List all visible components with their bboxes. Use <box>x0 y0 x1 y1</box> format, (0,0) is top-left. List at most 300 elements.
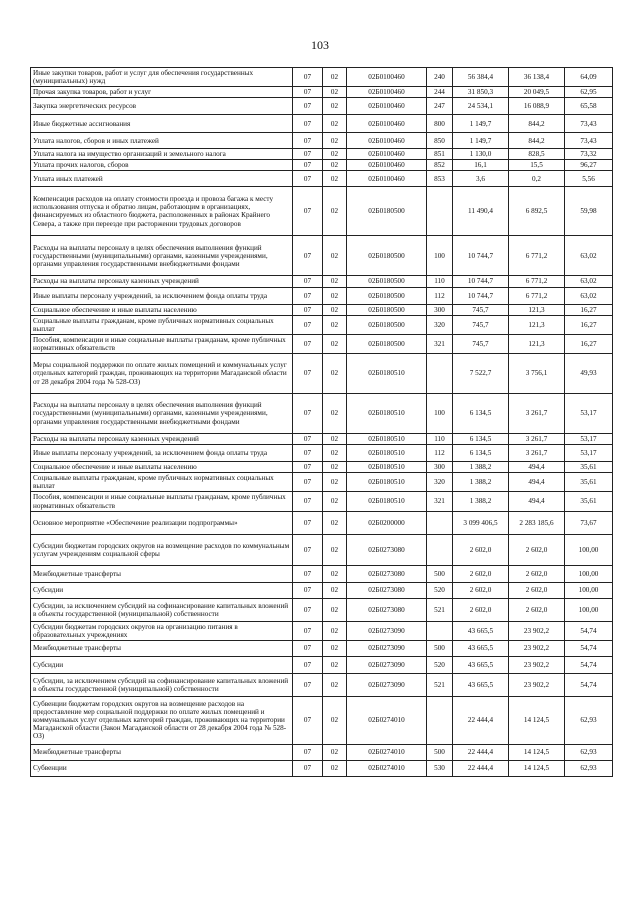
row-target-article: 02Б0274010 <box>347 760 427 776</box>
row-name: Пособия, компенсации и иные социальные выплаты гражданам, кроме публичных нормативных обязательств <box>31 334 293 353</box>
table-row <box>31 673 613 696</box>
row-expense-type: 521 <box>427 673 453 696</box>
row-planned-amount: 16,1 <box>453 160 509 171</box>
row-section: 07 <box>293 511 323 534</box>
row-target-article: 02Б0100460 <box>347 87 427 98</box>
row-execution-percent: 59,98 <box>565 187 613 236</box>
row-expense-type <box>427 354 453 394</box>
row-executed-amount: 0,2 <box>509 171 565 187</box>
row-section: 07 <box>293 187 323 236</box>
row-planned-amount: 7 522,7 <box>453 354 509 394</box>
row-target-article: 02Б0273080 <box>347 598 427 621</box>
row-target-article: 02Б0100460 <box>347 149 427 160</box>
row-section: 07 <box>293 534 323 565</box>
row-subsection: 02 <box>323 511 347 534</box>
table-row <box>31 149 613 160</box>
row-execution-percent: 5,56 <box>565 171 613 187</box>
row-execution-percent: 73,67 <box>565 511 613 534</box>
row-execution-percent: 54,74 <box>565 656 613 673</box>
row-name: Субсидии <box>31 582 293 598</box>
row-execution-percent: 64,09 <box>565 68 613 87</box>
table-row <box>31 598 613 621</box>
row-executed-amount: 844,2 <box>509 133 565 149</box>
row-target-article: 02Б0273080 <box>347 582 427 598</box>
table-row <box>31 445 613 462</box>
row-planned-amount: 43 665,5 <box>453 640 509 656</box>
row-expense-type: 500 <box>427 640 453 656</box>
row-name: Межбюджетные трансферты <box>31 565 293 582</box>
row-subsection: 02 <box>323 534 347 565</box>
row-executed-amount: 3 261,7 <box>509 445 565 462</box>
row-name: Иные бюджетные ассигнования <box>31 115 293 133</box>
table-row <box>31 696 613 744</box>
row-target-article: 02Б0180510 <box>347 354 427 394</box>
row-planned-amount: 6 134,5 <box>453 394 509 434</box>
table-row <box>31 276 613 287</box>
row-executed-amount: 23 902,2 <box>509 621 565 640</box>
row-section: 07 <box>293 582 323 598</box>
row-section: 07 <box>293 656 323 673</box>
row-target-article: 02Б0180510 <box>347 394 427 434</box>
row-planned-amount: 3 099 406,5 <box>453 511 509 534</box>
row-target-article: 02Б0180510 <box>347 492 427 511</box>
table-row <box>31 744 613 760</box>
row-execution-percent: 62,93 <box>565 760 613 776</box>
row-expense-type: 100 <box>427 394 453 434</box>
row-expense-type: 320 <box>427 315 453 334</box>
row-expense-type: 521 <box>427 598 453 621</box>
row-execution-percent: 16,27 <box>565 315 613 334</box>
row-name: Субсидии бюджетам городских округов на организацию питания в образовательных учреждениях <box>31 621 293 640</box>
row-execution-percent: 53,17 <box>565 434 613 445</box>
row-planned-amount: 1 149,7 <box>453 115 509 133</box>
row-execution-percent: 100,00 <box>565 598 613 621</box>
row-expense-type: 850 <box>427 133 453 149</box>
row-expense-type: 851 <box>427 149 453 160</box>
row-expense-type: 112 <box>427 287 453 304</box>
row-section: 07 <box>293 315 323 334</box>
row-planned-amount: 43 665,5 <box>453 656 509 673</box>
row-subsection: 02 <box>323 68 347 87</box>
row-subsection: 02 <box>323 115 347 133</box>
row-target-article: 02Б0273090 <box>347 621 427 640</box>
table-row <box>31 434 613 445</box>
row-name: Социальное обеспечение и иные выплаты населению <box>31 304 293 315</box>
row-section: 07 <box>293 68 323 87</box>
row-subsection: 02 <box>323 133 347 149</box>
row-section: 07 <box>293 744 323 760</box>
row-target-article: 02Б0180500 <box>347 187 427 236</box>
row-planned-amount: 3,6 <box>453 171 509 187</box>
row-executed-amount: 494,4 <box>509 462 565 473</box>
row-executed-amount: 6 771,2 <box>509 236 565 276</box>
row-expense-type <box>427 621 453 640</box>
row-name: Уплата прочих налогов, сборов <box>31 160 293 171</box>
row-execution-percent: 35,61 <box>565 492 613 511</box>
row-section: 07 <box>293 149 323 160</box>
row-name: Межбюджетные трансферты <box>31 744 293 760</box>
table-row <box>31 473 613 492</box>
row-target-article: 02Б0273090 <box>347 673 427 696</box>
row-executed-amount: 6 771,2 <box>509 287 565 304</box>
row-section: 07 <box>293 696 323 744</box>
row-planned-amount: 10 744,7 <box>453 287 509 304</box>
row-subsection: 02 <box>323 315 347 334</box>
row-execution-percent: 63,02 <box>565 276 613 287</box>
row-executed-amount: 36 138,4 <box>509 68 565 87</box>
row-section: 07 <box>293 760 323 776</box>
row-planned-amount: 2 602,0 <box>453 598 509 621</box>
row-section: 07 <box>293 445 323 462</box>
row-subsection: 02 <box>323 98 347 115</box>
row-execution-percent: 16,27 <box>565 334 613 353</box>
row-expense-type: 100 <box>427 236 453 276</box>
row-subsection: 02 <box>323 276 347 287</box>
row-target-article: 02Б0180510 <box>347 462 427 473</box>
row-target-article: 02Б0180500 <box>347 334 427 353</box>
row-expense-type: 520 <box>427 582 453 598</box>
row-target-article: 02Б0180510 <box>347 445 427 462</box>
row-executed-amount: 2 602,0 <box>509 598 565 621</box>
row-name: Расходы на выплаты персоналу в целях обеспечения выполнения функций государственными (муниципальными) органами, казенными учреждениями, органами управления государственными внебюджетными фондами <box>31 236 293 276</box>
row-executed-amount: 14 124,5 <box>509 744 565 760</box>
row-executed-amount: 2 283 185,6 <box>509 511 565 534</box>
row-section: 07 <box>293 565 323 582</box>
row-execution-percent: 35,61 <box>565 473 613 492</box>
row-execution-percent: 73,32 <box>565 149 613 160</box>
row-planned-amount: 2 602,0 <box>453 565 509 582</box>
row-section: 07 <box>293 236 323 276</box>
table-row <box>31 462 613 473</box>
row-subsection: 02 <box>323 394 347 434</box>
table-row <box>31 656 613 673</box>
row-execution-percent: 65,58 <box>565 98 613 115</box>
row-expense-type: 244 <box>427 87 453 98</box>
row-execution-percent: 54,74 <box>565 640 613 656</box>
row-planned-amount: 1 130,0 <box>453 149 509 160</box>
row-execution-percent: 62,95 <box>565 87 613 98</box>
row-target-article: 02Б0100460 <box>347 171 427 187</box>
row-name: Субвенции бюджетам городских округов на возмещение расходов на предоставление мер социальной поддержки по оплате жилых помещений и коммунальных услуг отдельных категорий граждан, проживающих на территории Магаданской области (Закон Магаданской области от 28 декабря 2004 года № 528-ОЗ) <box>31 696 293 744</box>
row-target-article: 02Б0100460 <box>347 98 427 115</box>
row-executed-amount: 2 602,0 <box>509 582 565 598</box>
row-target-article: 02Б0273090 <box>347 640 427 656</box>
row-subsection: 02 <box>323 334 347 353</box>
table-row <box>31 160 613 171</box>
row-subsection: 02 <box>323 149 347 160</box>
row-name: Социальные выплаты гражданам, кроме публичных нормативных социальных выплат <box>31 315 293 334</box>
row-name: Социальное обеспечение и иные выплаты населению <box>31 462 293 473</box>
row-execution-percent: 100,00 <box>565 582 613 598</box>
row-name: Пособия, компенсации и иные социальные выплаты гражданам, кроме публичных нормативных обязательств <box>31 492 293 511</box>
row-subsection: 02 <box>323 696 347 744</box>
row-executed-amount: 3 261,7 <box>509 434 565 445</box>
row-subsection: 02 <box>323 287 347 304</box>
row-name: Субсидии, за исключением субсидий на софинансирование капитальных вложений в объекты государственной (муниципальной) собственности <box>31 598 293 621</box>
row-name: Иные выплаты персоналу учреждений, за исключением фонда оплаты труда <box>31 287 293 304</box>
row-target-article: 02Б0273080 <box>347 534 427 565</box>
row-target-article: 02Б0180510 <box>347 473 427 492</box>
row-expense-type: 320 <box>427 473 453 492</box>
row-name: Уплата налога на имущество организаций и земельного налога <box>31 149 293 160</box>
row-section: 07 <box>293 98 323 115</box>
row-executed-amount: 121,3 <box>509 304 565 315</box>
table-row <box>31 621 613 640</box>
row-section: 07 <box>293 621 323 640</box>
table-row <box>31 187 613 236</box>
row-execution-percent: 73,43 <box>565 133 613 149</box>
row-section: 07 <box>293 394 323 434</box>
row-section: 07 <box>293 160 323 171</box>
row-subsection: 02 <box>323 565 347 582</box>
row-planned-amount: 1 388,2 <box>453 473 509 492</box>
row-section: 07 <box>293 276 323 287</box>
row-expense-type: 300 <box>427 462 453 473</box>
row-executed-amount: 828,5 <box>509 149 565 160</box>
row-expense-type <box>427 187 453 236</box>
row-target-article: 02Б0180500 <box>347 315 427 334</box>
row-planned-amount: 1 388,2 <box>453 492 509 511</box>
row-expense-type: 500 <box>427 744 453 760</box>
row-target-article: 02Б0100460 <box>347 133 427 149</box>
row-name: Компенсация расходов на оплату стоимости проезда и провоза багажа к месту использования отпуска и обратно лицам, работающим в организациях, финансируемых из областного бюджета, расположенных в районах Крайнего Севера, а также при переезде при расторжении трудовых договоров <box>31 187 293 236</box>
row-planned-amount: 6 134,5 <box>453 434 509 445</box>
row-name: Иные закупки товаров, работ и услуг для обеспечения государственных (муниципальных) нужд <box>31 68 293 87</box>
row-expense-type: 112 <box>427 445 453 462</box>
row-subsection: 02 <box>323 744 347 760</box>
row-subsection: 02 <box>323 171 347 187</box>
table-row <box>31 640 613 656</box>
row-section: 07 <box>293 287 323 304</box>
row-expense-type: 853 <box>427 171 453 187</box>
row-planned-amount: 43 665,5 <box>453 621 509 640</box>
row-subsection: 02 <box>323 160 347 171</box>
row-planned-amount: 2 602,0 <box>453 534 509 565</box>
row-planned-amount: 56 384,4 <box>453 68 509 87</box>
table-row <box>31 115 613 133</box>
row-subsection: 02 <box>323 187 347 236</box>
table-row <box>31 582 613 598</box>
budget-table <box>30 67 613 777</box>
row-subsection: 02 <box>323 434 347 445</box>
row-target-article: 02Б0180510 <box>347 434 427 445</box>
row-executed-amount: 2 602,0 <box>509 565 565 582</box>
row-target-article: 02Б0180500 <box>347 276 427 287</box>
row-executed-amount: 16 088,9 <box>509 98 565 115</box>
row-subsection: 02 <box>323 87 347 98</box>
row-name: Иные выплаты персоналу учреждений, за исключением фонда оплаты труда <box>31 445 293 462</box>
table-row <box>31 287 613 304</box>
row-name: Субвенции <box>31 760 293 776</box>
row-planned-amount: 43 665,5 <box>453 673 509 696</box>
row-execution-percent: 49,93 <box>565 354 613 394</box>
row-subsection: 02 <box>323 304 347 315</box>
row-section: 07 <box>293 462 323 473</box>
row-subsection: 02 <box>323 598 347 621</box>
table-row <box>31 171 613 187</box>
row-expense-type: 110 <box>427 434 453 445</box>
row-section: 07 <box>293 133 323 149</box>
row-execution-percent: 62,93 <box>565 696 613 744</box>
row-name: Расходы на выплаты персоналу в целях обеспечения выполнения функций государственными (муниципальными) органами, казенными учреждениями, органами управления государственными внебюджетными фондами <box>31 394 293 434</box>
row-execution-percent: 63,02 <box>565 236 613 276</box>
row-expense-type: 800 <box>427 115 453 133</box>
row-execution-percent: 96,27 <box>565 160 613 171</box>
row-executed-amount: 494,4 <box>509 473 565 492</box>
row-subsection: 02 <box>323 621 347 640</box>
page-number: 103 <box>311 38 329 52</box>
row-section: 07 <box>293 473 323 492</box>
row-name: Субсидии, за исключением субсидий на софинансирование капитальных вложений в объекты государственной (муниципальной) собственности <box>31 673 293 696</box>
row-planned-amount: 24 534,1 <box>453 98 509 115</box>
table-row <box>31 565 613 582</box>
row-section: 07 <box>293 640 323 656</box>
row-executed-amount: 3 261,7 <box>509 394 565 434</box>
row-expense-type <box>427 511 453 534</box>
table-row <box>31 315 613 334</box>
row-subsection: 02 <box>323 673 347 696</box>
row-target-article: 02Б0273080 <box>347 565 427 582</box>
row-target-article: 02Б0180500 <box>347 287 427 304</box>
row-target-article: 02Б0200000 <box>347 511 427 534</box>
row-execution-percent: 54,74 <box>565 673 613 696</box>
row-subsection: 02 <box>323 582 347 598</box>
row-expense-type: 240 <box>427 68 453 87</box>
row-expense-type: 500 <box>427 565 453 582</box>
row-planned-amount: 10 744,7 <box>453 236 509 276</box>
table-row <box>31 334 613 353</box>
row-section: 07 <box>293 598 323 621</box>
row-name: Основное мероприятие «Обеспечение реализации подпрограммы» <box>31 511 293 534</box>
row-expense-type: 300 <box>427 304 453 315</box>
row-planned-amount: 745,7 <box>453 334 509 353</box>
row-expense-type: 110 <box>427 276 453 287</box>
row-subsection: 02 <box>323 760 347 776</box>
table-row <box>31 534 613 565</box>
row-execution-percent: 62,93 <box>565 744 613 760</box>
row-expense-type: 321 <box>427 334 453 353</box>
row-name: Расходы на выплаты персоналу казенных учреждений <box>31 434 293 445</box>
row-name: Закупка энергетических ресурсов <box>31 98 293 115</box>
table-row <box>31 236 613 276</box>
row-executed-amount: 3 756,1 <box>509 354 565 394</box>
row-planned-amount: 31 850,3 <box>453 87 509 98</box>
row-planned-amount: 22 444,4 <box>453 760 509 776</box>
row-executed-amount: 2 602,0 <box>509 534 565 565</box>
row-execution-percent: 100,00 <box>565 534 613 565</box>
table-row <box>31 133 613 149</box>
table-row <box>31 304 613 315</box>
row-target-article: 02Б0274010 <box>347 696 427 744</box>
row-executed-amount: 6 771,2 <box>509 276 565 287</box>
row-target-article: 02Б0180500 <box>347 236 427 276</box>
row-expense-type: 520 <box>427 656 453 673</box>
row-executed-amount: 23 902,2 <box>509 640 565 656</box>
row-executed-amount: 23 902,2 <box>509 656 565 673</box>
row-name: Уплата иных платежей <box>31 171 293 187</box>
row-target-article: 02Б0100460 <box>347 160 427 171</box>
row-section: 07 <box>293 434 323 445</box>
row-section: 07 <box>293 304 323 315</box>
table-row <box>31 354 613 394</box>
row-section: 07 <box>293 492 323 511</box>
table-row <box>31 68 613 87</box>
row-section: 07 <box>293 171 323 187</box>
row-expense-type: 530 <box>427 760 453 776</box>
row-executed-amount: 23 902,2 <box>509 673 565 696</box>
row-subsection: 02 <box>323 462 347 473</box>
row-expense-type: 321 <box>427 492 453 511</box>
row-name: Прочая закупка товаров, работ и услуг <box>31 87 293 98</box>
row-expense-type <box>427 534 453 565</box>
row-section: 07 <box>293 334 323 353</box>
row-section: 07 <box>293 673 323 696</box>
row-planned-amount: 22 444,4 <box>453 744 509 760</box>
table-row <box>31 98 613 115</box>
row-execution-percent: 53,17 <box>565 445 613 462</box>
row-subsection: 02 <box>323 656 347 673</box>
row-execution-percent: 35,61 <box>565 462 613 473</box>
row-planned-amount: 1 388,2 <box>453 462 509 473</box>
row-planned-amount: 2 602,0 <box>453 582 509 598</box>
row-planned-amount: 6 134,5 <box>453 445 509 462</box>
row-execution-percent: 73,43 <box>565 115 613 133</box>
row-target-article: 02Б0274010 <box>347 744 427 760</box>
row-name: Расходы на выплаты персоналу казенных учреждений <box>31 276 293 287</box>
table-row <box>31 87 613 98</box>
table-row <box>31 511 613 534</box>
row-planned-amount: 745,7 <box>453 315 509 334</box>
row-execution-percent: 16,27 <box>565 304 613 315</box>
row-name: Межбюджетные трансферты <box>31 640 293 656</box>
row-expense-type <box>427 696 453 744</box>
row-section: 07 <box>293 87 323 98</box>
table-row <box>31 760 613 776</box>
row-executed-amount: 20 049,5 <box>509 87 565 98</box>
row-section: 07 <box>293 115 323 133</box>
row-name: Меры социальной поддержки по оплате жилых помещений и коммунальных услуг отдельных категорий граждан, проживающих на территории Магаданской области от 28 декабря 2004 года № 528-ОЗ) <box>31 354 293 394</box>
row-executed-amount: 14 124,5 <box>509 760 565 776</box>
row-executed-amount: 14 124,5 <box>509 696 565 744</box>
row-executed-amount: 844,2 <box>509 115 565 133</box>
row-executed-amount: 121,3 <box>509 315 565 334</box>
row-subsection: 02 <box>323 236 347 276</box>
row-target-article: 02Б0273090 <box>347 656 427 673</box>
row-execution-percent: 54,74 <box>565 621 613 640</box>
row-planned-amount: 745,7 <box>453 304 509 315</box>
row-subsection: 02 <box>323 354 347 394</box>
row-planned-amount: 22 444,4 <box>453 696 509 744</box>
row-planned-amount: 10 744,7 <box>453 276 509 287</box>
row-executed-amount: 494,4 <box>509 492 565 511</box>
row-execution-percent: 100,00 <box>565 565 613 582</box>
row-expense-type: 852 <box>427 160 453 171</box>
row-expense-type: 247 <box>427 98 453 115</box>
row-execution-percent: 53,17 <box>565 394 613 434</box>
row-executed-amount: 15,5 <box>509 160 565 171</box>
table-row <box>31 394 613 434</box>
row-name: Субсидии <box>31 656 293 673</box>
row-name: Социальные выплаты гражданам, кроме публичных нормативных социальных выплат <box>31 473 293 492</box>
row-target-article: 02Б0100460 <box>347 68 427 87</box>
row-target-article: 02Б0100460 <box>347 115 427 133</box>
row-planned-amount: 11 490,4 <box>453 187 509 236</box>
row-name: Уплата налогов, сборов и иных платежей <box>31 133 293 149</box>
table-row <box>31 492 613 511</box>
row-name: Субсидии бюджетам городских округов на возмещение расходов по коммунальным услугам учреждениям социальной сферы <box>31 534 293 565</box>
row-subsection: 02 <box>323 473 347 492</box>
row-subsection: 02 <box>323 445 347 462</box>
